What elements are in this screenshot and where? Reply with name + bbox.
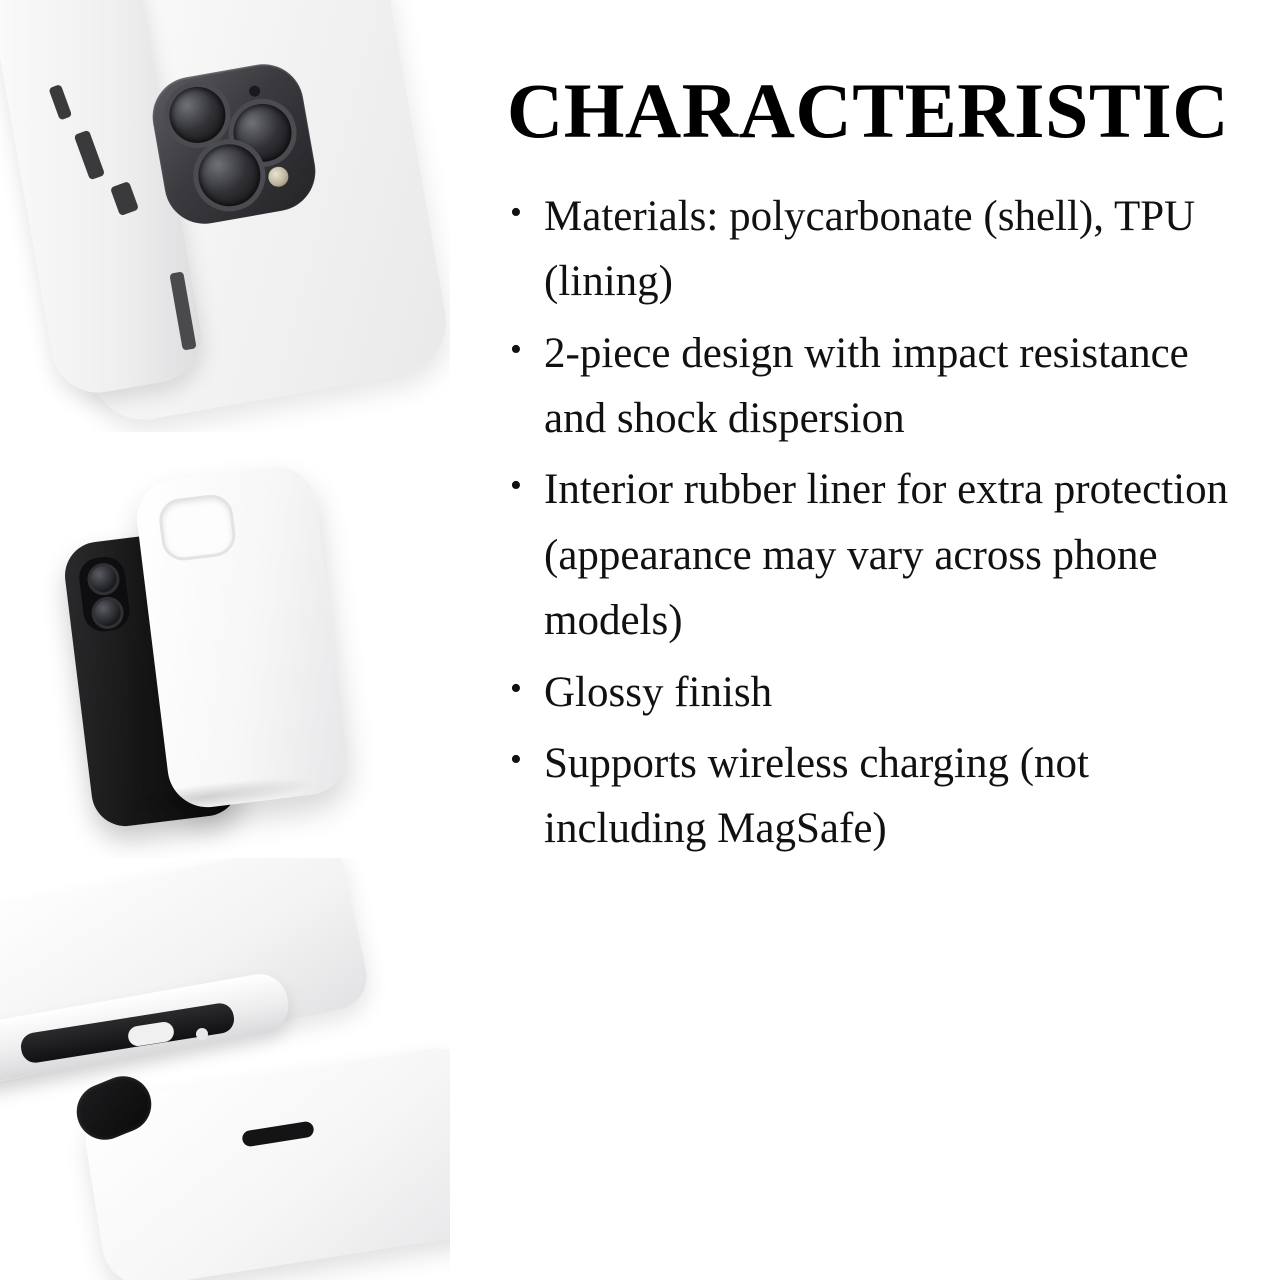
camera-lens-icon (90, 595, 126, 631)
lidar-sensor-icon (248, 85, 261, 98)
phone-case-edge-closeup-photo (0, 858, 450, 1280)
white-case-shell (133, 462, 352, 811)
characteristics-text-column (456, 0, 1280, 1280)
page-title: CHARACTERISTIC (506, 67, 1230, 154)
camera-flash-icon (267, 165, 290, 188)
list-item: • Supports wireless charging (not including MagSafe) (510, 731, 1246, 862)
list-item: • Interior rubber liner for extra protection (appearance may vary across phone models) (510, 457, 1246, 653)
volume-up-cutout (74, 130, 105, 181)
camera-cutout (157, 492, 238, 563)
camera-lens-icon (86, 561, 122, 597)
product-image-column (0, 0, 450, 1280)
characteristics-list (456, 184, 1280, 862)
volume-down-cutout (110, 181, 139, 216)
mute-switch-cutout (48, 84, 72, 120)
phone-case-back-camera-photo (0, 0, 450, 432)
phone-case-two-piece-photo (0, 432, 450, 858)
phone-camera-module (77, 555, 132, 634)
list-item: • 2-piece design with impact resistance and shock dispersion (510, 321, 1246, 452)
list-item: • Glossy finish (510, 660, 1246, 725)
case-front-shell (80, 1042, 450, 1280)
camera-module (146, 58, 321, 230)
list-item: • Materials: polycarbonate (shell), TPU (lining) (510, 184, 1246, 315)
